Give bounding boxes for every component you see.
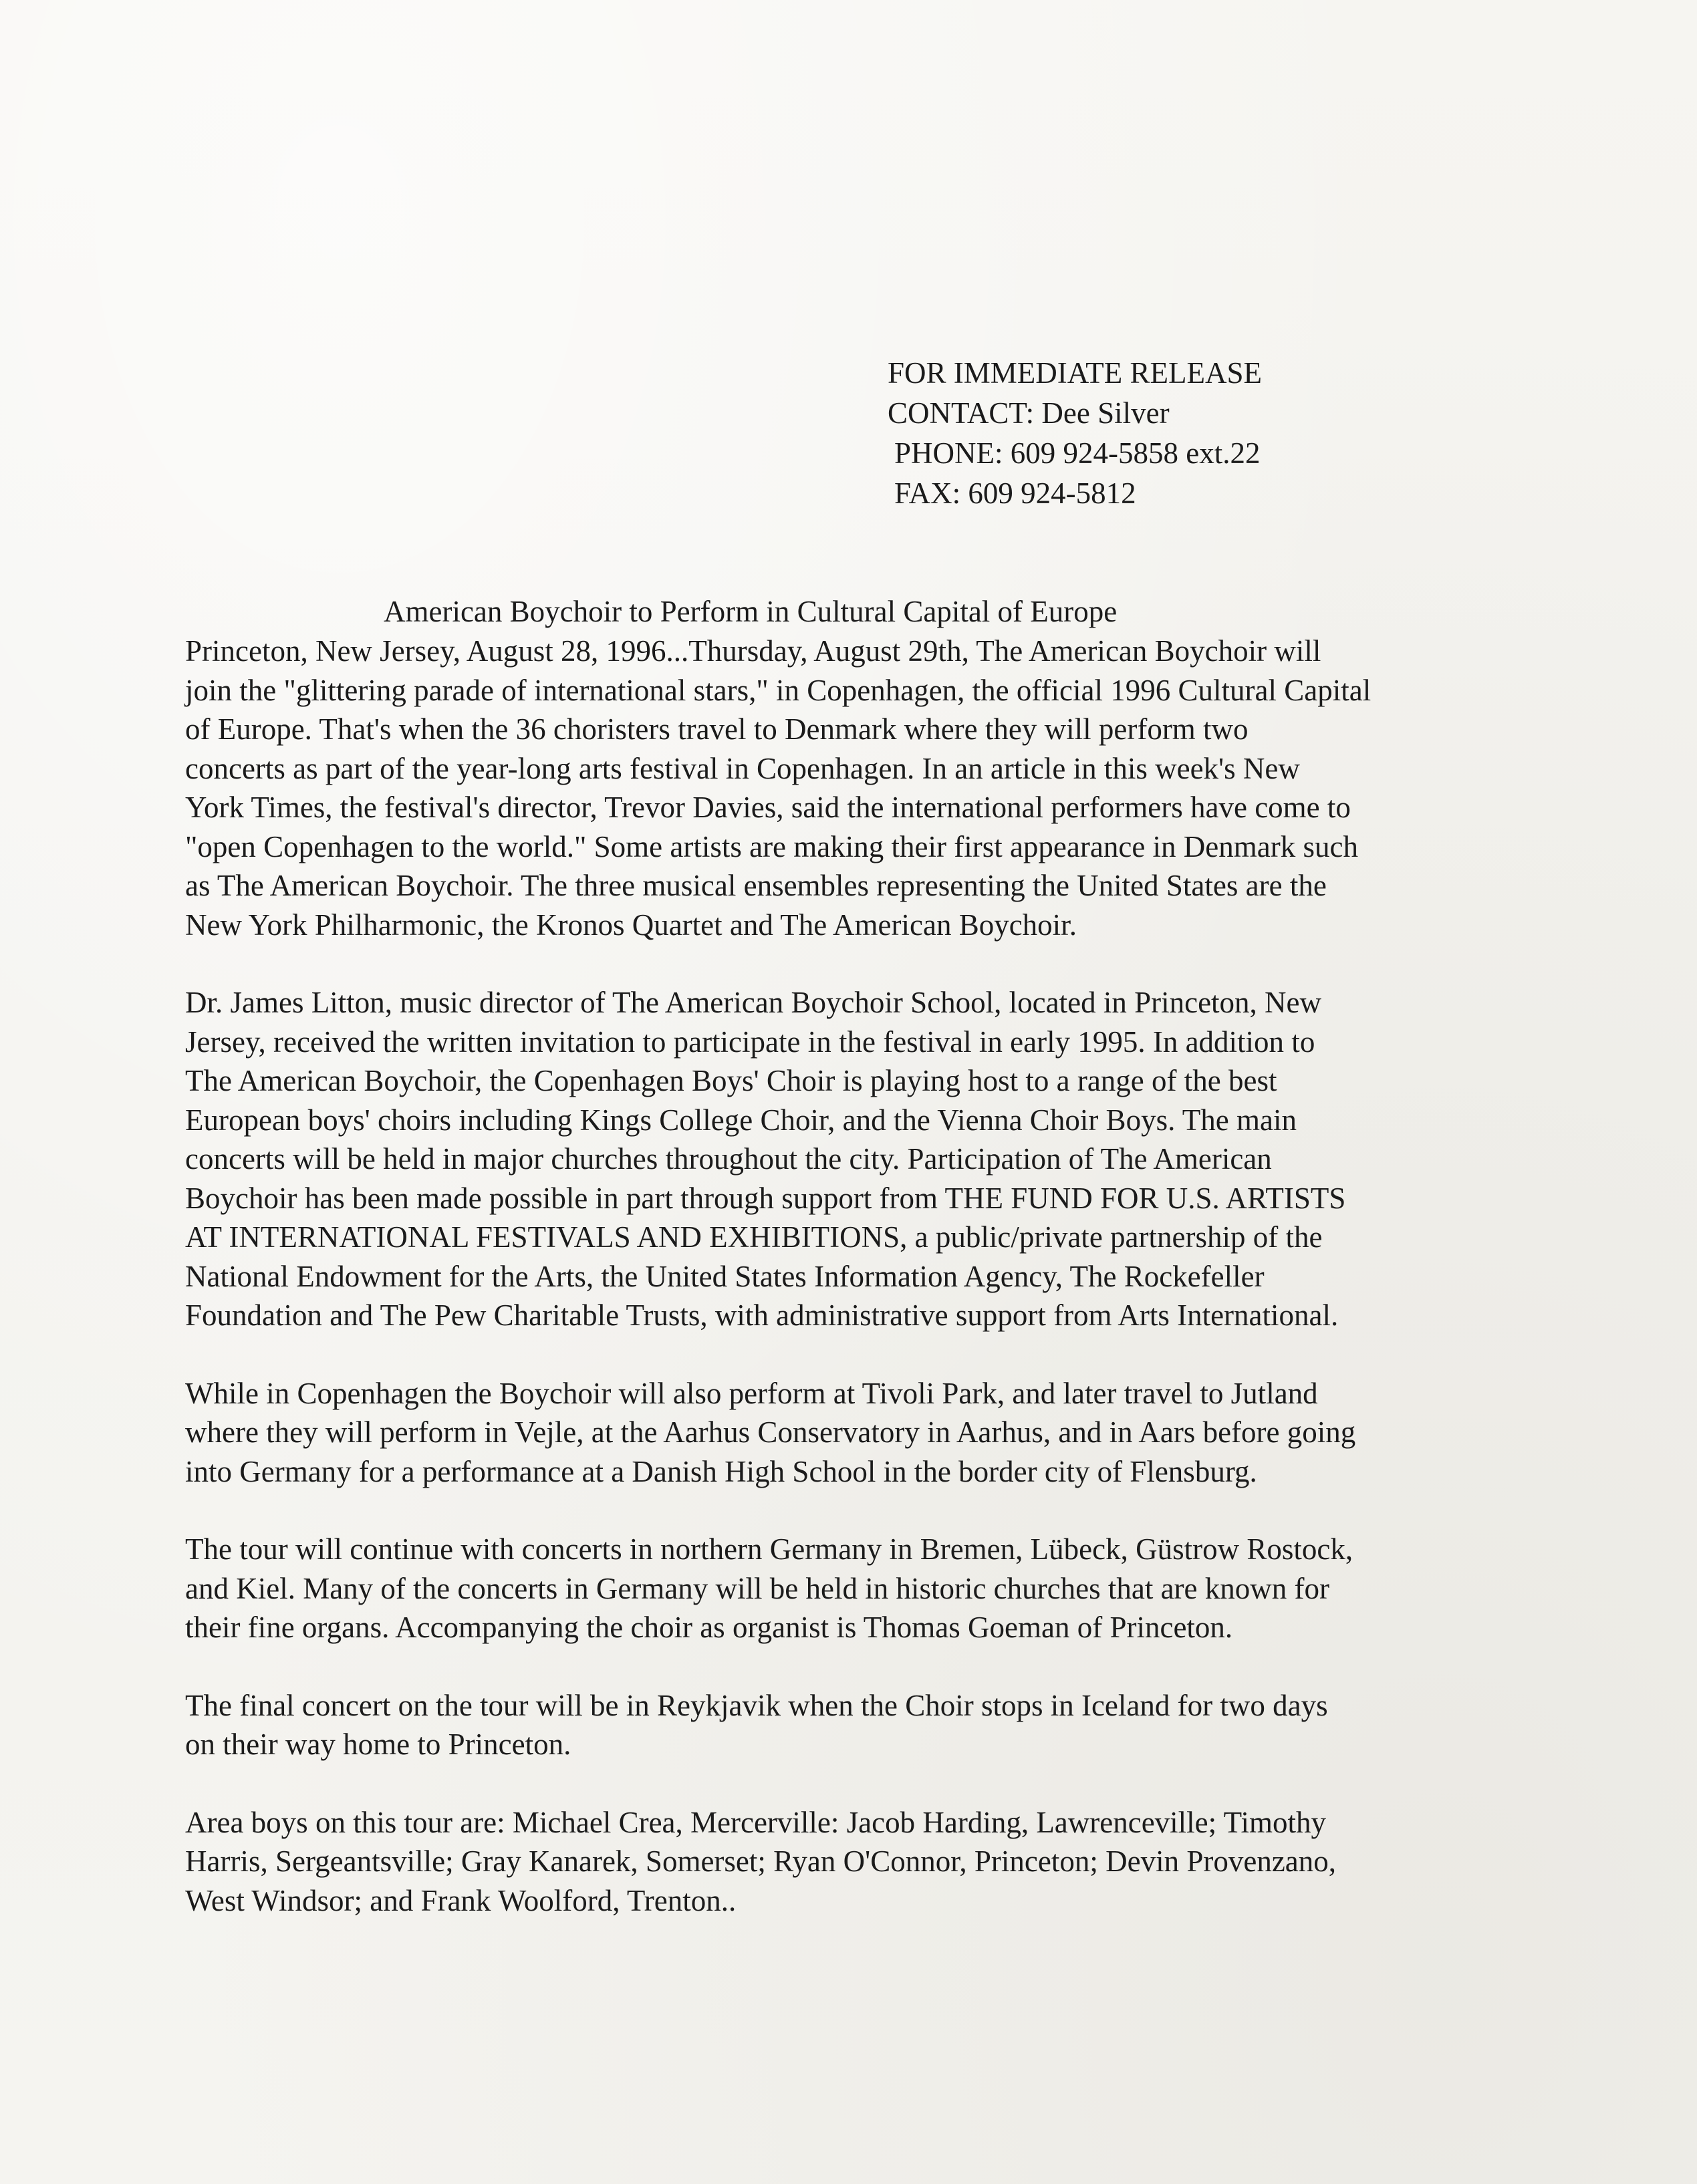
text-line: join the "glittering parade of international stars," in Copenhagen, the official 1996 Cultural Capital <box>185 673 1372 707</box>
text-line: European boys' choirs including Kings College Choir, and the Vienna Choir Boys. The main <box>185 1103 1297 1137</box>
text-line: Dr. James Litton, music director of The American Boychoir School, located in Princeton, New <box>185 986 1322 1019</box>
text-line: While in Copenhagen the Boychoir will also perform at Tivoli Park, and later travel to Jutland <box>185 1376 1318 1410</box>
text-line: concerts as part of the year-long arts festival in Copenhagen. In an article in this week's New <box>185 751 1300 785</box>
paragraph-5 <box>185 1686 1509 1764</box>
text-line: of Europe. That's when the 36 choristers travel to Denmark where they will perform two <box>185 712 1249 746</box>
contact-block <box>888 353 1489 513</box>
text-line: National Endowment for the Arts, the United States Information Agency, The Rockefeller <box>185 1259 1265 1293</box>
text-line: The final concert on the tour will be in Reykjavik when the Choir stops in Iceland for two days <box>185 1688 1328 1722</box>
text-line: Jersey, received the written invitation to participate in the festival in early 1995. In addition to <box>185 1025 1315 1059</box>
text-line: as The American Boychoir. The three musical ensembles representing the United States are the <box>185 869 1327 902</box>
text-line: and Kiel. Many of the concerts in Germany will be held in historic churches that are known for <box>185 1571 1329 1605</box>
paragraph-6 <box>185 1803 1509 1921</box>
text-line: Foundation and The Pew Charitable Trusts, with administrative support from Arts International. <box>185 1299 1339 1332</box>
document-title: American Boychoir to Perform in Cultural Capital of Europe <box>384 595 1118 628</box>
text-line: concerts will be held in major churches throughout the city. Participation of The American <box>185 1142 1272 1176</box>
text-line: West Windsor; and Frank Woolford, Trenton.. <box>185 1883 737 1917</box>
fax-line: FAX: 609 924-5812 <box>894 476 1136 510</box>
text-line: Area boys on this tour are: Michael Crea, Mercerville: Jacob Harding, Lawrenceville; Timothy <box>185 1805 1327 1839</box>
text-line: Boychoir has been made possible in part through support from THE FUND FOR U.S. ARTISTS <box>185 1181 1346 1215</box>
paragraph-1 <box>185 632 1509 944</box>
contact-line: CONTACT: Dee Silver <box>888 396 1170 430</box>
phone-line: PHONE: 609 924-5858 ext.22 <box>894 436 1261 470</box>
text-line: Harris, Sergeantsville; Gray Kanarek, Somerset; Ryan O'Connor, Princeton; Devin Provenzano, <box>185 1845 1337 1878</box>
text-line: The American Boychoir, the Copenhagen Boys' Choir is playing host to a range of the best <box>185 1064 1277 1097</box>
text-line: New York Philharmonic, the Kronos Quartet and The American Boychoir. <box>185 908 1077 942</box>
text-line: AT INTERNATIONAL FESTIVALS AND EXHIBITIONS, a public/private partnership of the <box>185 1220 1323 1254</box>
paragraph-4 <box>185 1530 1509 1647</box>
release-line: FOR IMMEDIATE RELEASE <box>888 356 1262 390</box>
text-line: on their way home to Princeton. <box>185 1728 571 1761</box>
text-line: The tour will continue with concerts in northern Germany in Bremen, Lübeck, Güstrow Rostock, <box>185 1532 1353 1566</box>
text-line: "open Copenhagen to the world." Some artists are making their first appearance in Denmark such <box>185 829 1358 863</box>
text-line: York Times, the festival's director, Trevor Davies, said the international performers have come to <box>185 791 1351 824</box>
text-line: their fine organs. Accompanying the choir as organist is Thomas Goeman of Princeton. <box>185 1611 1233 1644</box>
text-line: Princeton, New Jersey, August 28, 1996...Thursday, August 29th, The American Boychoir will <box>185 634 1321 668</box>
text-line: into Germany for a performance at a Danish High School in the border city of Flensburg. <box>185 1454 1257 1488</box>
document-body <box>185 632 1509 1959</box>
paragraph-2 <box>185 983 1509 1335</box>
text-line: where they will perform in Vejle, at the Aarhus Conservatory in Aarhus, and in Aars before going <box>185 1415 1356 1449</box>
paragraph-3 <box>185 1374 1509 1492</box>
